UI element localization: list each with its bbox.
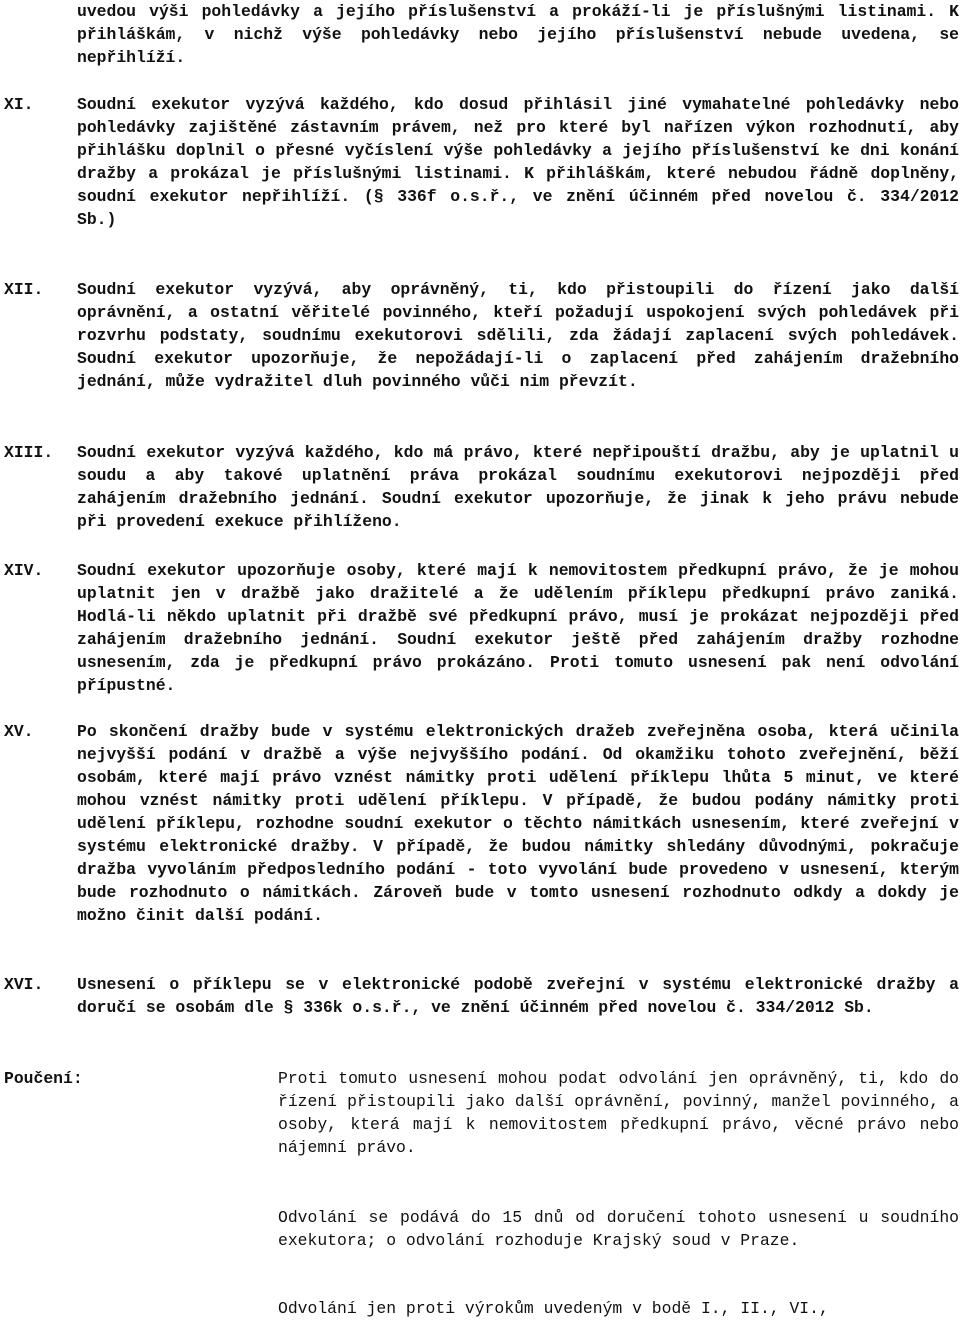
section-number: XIII. (4, 443, 54, 462)
section-text: Soudní exekutor upozorňuje osoby, které mají k nemovitostem předkupní právo, že je mohou uplatnit jen v dražbě jako dražitelé a že udělením příklepu předkupní právo zaniká. Hodlá-li někdo uplatnit při dražbě své předkupní právo, musí je prokázat nejpozději před zahájením dražebního jednání. Soudní exekutor ještě před zahájením dražby rozhodne usnesením, zda je předkupní právo prokázáno. Proti tomuto usnesení pak není odvolání přípustné. (77, 561, 959, 695)
section-text: Soudní exekutor vyzývá, aby oprávněný, ti, kdo přistoupili do řízení jako další oprávnění, a ostatní věřitelé povinného, kteří požadují uspokojení svých pohledávek při rozvrhu podstaty, soudnímu exekutorovi sdělili, zda žádají zaplacení svých pohledávek. Soudní exekutor upozorňuje, že nepožádají-li o zaplacení před zahájením dražebního jednání, může vydražitel dluh povinného vůči nim převzít. (77, 280, 959, 391)
section-number: XIV. (4, 561, 44, 580)
pouceni-paragraph: Proti tomuto usnesení mohou podat odvolání jen oprávněný, ti, kdo do řízení přistoupili jako další oprávnění, povinný, manžel povinného, a osoby, která mají k nemovitostem předkupní právo, věcné právo nebo nájemní právo. (278, 1069, 959, 1157)
section-text: Po skončení dražby bude v systému elektronických dražeb zveřejněna osoba, která učinila nejvyšší podání v dražbě a výše nejvyššího podání. Od okamžiku tohoto zveřejnění, běží osobám, které mají právo vznést námitky proti udělení příklepu lhůta 5 minut, ve které mohou vznést námitky proti udělení příklepu. V případě, že budou podány námitky proti udělení příklepu, rozhodne soudní exekutor o těchto námitkách usnesením, které zveřejní v systému elektronické dražby. V případě, že budou námitky shledány důvodnými, pokračuje dražba vyvoláním předposledního podání - toto vyvolání bude provedeno v usnesení, kterým bude rozhodnuto o námitkách. Zároveň bude v tomto usnesení rozhodnuto odkdy a dokdy je možno činit další podání. (77, 722, 959, 925)
section-text: Usnesení o příklepu se v elektronické podobě zveřejní v systému elektronické dražby a doručí se osobám dle § 336k o.s.ř., ve znění účinném před novelou č. 334/2012 Sb. (77, 975, 959, 1017)
pouceni-paragraph: Odvolání jen proti výrokům uvedeným v bodě I., II., VI., (278, 1299, 829, 1318)
section-text: Soudní exekutor vyzývá každého, kdo má právo, které nepřipouští dražbu, aby je uplatnil u soudu a aby takové uplatnění práva prokázal soudnímu exekutorovi nejpozději před zahájením dražebního jednání. Soudní exekutor upozorňuje, že jinak k jeho právu nebude při provedení exekuce přihlíženo. (77, 443, 959, 531)
section-text: Soudní exekutor vyzývá každého, kdo dosud přihlásil jiné vymahatelné pohledávky nebo pohledávky zajištěné zástavním právem, než pro které byl nařízen výkon rozhodnutí, aby přihlášku doplnil o přesné vyčíslení výše pohledávky a jejího příslušenství ke dni konání dražby a prokázal je příslušnými listinami. K přihláškám, které nebudou řádně doplněny, soudní exekutor nepřihlíží. (§ 336f o.s.ř., ve znění účinném před novelou č. 334/2012 Sb.) (77, 95, 959, 229)
continuation-paragraph: uvedou výši pohledávky a jejího příslušenství a prokáží-li je příslušnými listinami. K přihláškám, v nichž výše pohledávky nebo jejího příslušenství nebude uvedena, se nepřihlíží. (77, 2, 959, 67)
pouceni-label: Poučení: (4, 1069, 83, 1088)
section-number: XVI. (4, 975, 44, 994)
pouceni-paragraph: Odvolání se podává do 15 dnů od doručení tohoto usnesení u soudního exekutora; o odvolání rozhoduje Krajský soud v Praze. (278, 1208, 959, 1250)
section-number: XV. (4, 722, 34, 741)
section-number: XII. (4, 280, 44, 299)
section-number: XI. (4, 95, 34, 114)
